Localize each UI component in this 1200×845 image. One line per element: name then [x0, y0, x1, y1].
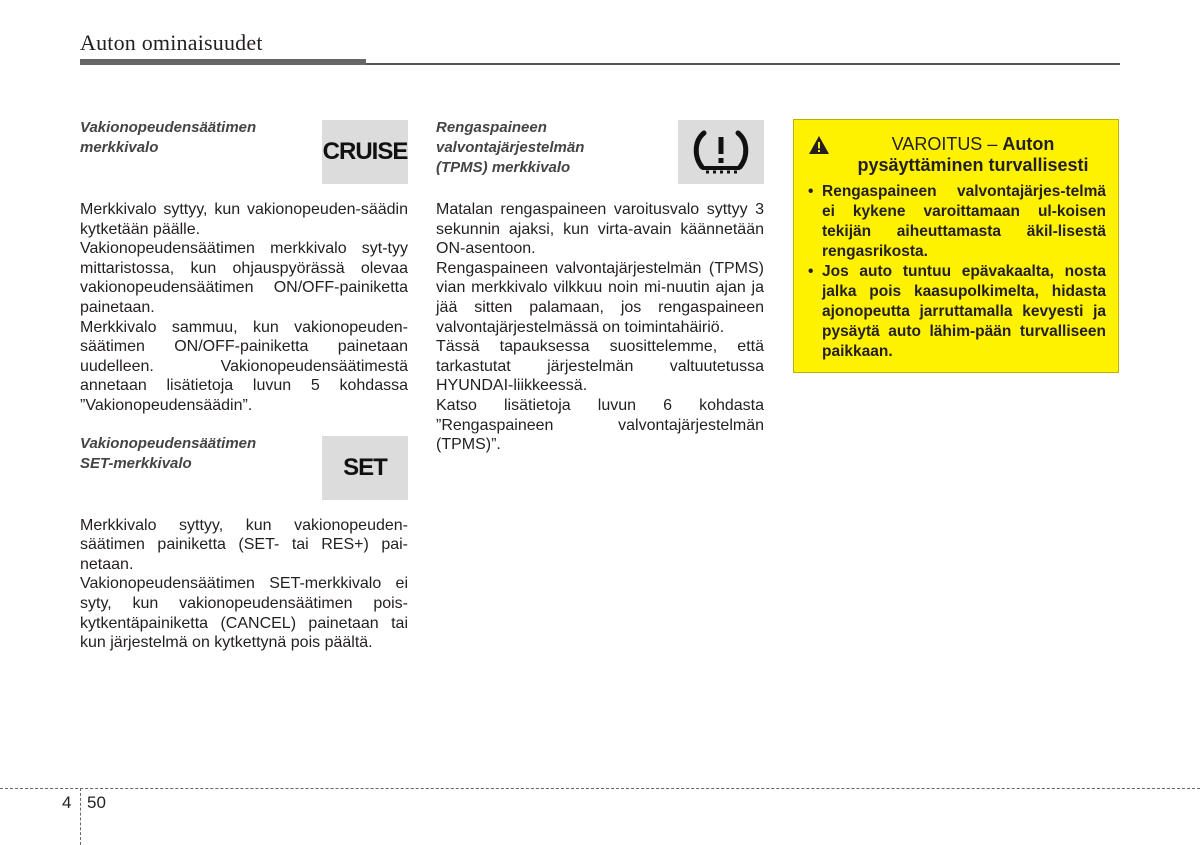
tpms-heading-line2: valvontajärjestelmän [436, 139, 585, 156]
tpms-body [436, 200, 764, 455]
cruise-paragraph-2: Vakionopeudensäätimen merkkivalo syt-tyy mittaristossa, kun ohjauspyörässä olevaa vakionopeudensäätimen ON/OFF-painiketta painetaan. [80, 240, 408, 316]
cruise-paragraph-1: Merkkivalo syttyy, kun vakionopeuden-säädin kytketään päälle. [80, 201, 408, 238]
warning-title-text [840, 134, 1106, 176]
footer-divider [80, 788, 81, 845]
middle-column [436, 118, 764, 455]
warning-title-bold: VAROITUS – [891, 134, 998, 154]
warning-item-2: • Jos auto tuntuu epävakaalta, nosta jalka pois kaasupolkimelta, hidasta ajonopeutta jarruttamalla kevyesti ja pysäytä auto lähim-pään turvalliseen paikkaan. [808, 262, 1106, 362]
tpms-paragraph-2: Rengaspaineen valvontajärjestelmän (TPMS) vian merkkivalo vilkkuu noin mi-nuutin ajan ja jää sitten palamaan, jos rengaspaineen valvontajärjestelmässä on toimintahäiriö. [436, 259, 764, 336]
tpms-section-header [436, 118, 764, 184]
set-indicator-icon [322, 436, 408, 500]
tpms-paragraph-4: Katso lisätietoja luvun 6 kohdasta ”Rengaspaineen valvontajärjestelmän (TPMS)”. [436, 396, 764, 454]
cruise-heading [80, 118, 310, 158]
cruise-indicator-label: CRUISE [322, 138, 408, 165]
tpms-paragraph-3: Tässä tapauksessa suosittelemme, että tarkastutat järjestelmän valtuutetussa HYUNDAI-liikkeessä. [436, 338, 764, 395]
cruise-paragraph-3: Merkkivalo sammuu, kun vakionopeuden-säätimen ON/OFF-painiketta painetaan uudelleen. Vakionopeudensäätimestä annetaan lisätietoja luvun 5 kohdassa ”Vakionopeudensäädin”. [80, 318, 408, 414]
set-body [80, 516, 408, 653]
tpms-warning-icon [678, 120, 764, 184]
set-paragraph-1: Merkkivalo syttyy, kun vakionopeuden-säätimen painiketta (SET- tai RES+) pai-netaan. [80, 516, 408, 573]
warning-title-rest: Auton pysäyttäminen turvallisesti [857, 134, 1089, 175]
chapter-number: 4 [62, 793, 72, 812]
set-section-header [80, 434, 408, 500]
footer-rule [0, 788, 1200, 789]
header-rule-thin [366, 63, 1120, 65]
warning-item-1: • Rengaspaineen valvontajärjes-telmä ei kykene varoittamaan ul-koisen tekijän aiheuttamasta äkil-lisestä rengasrikosta. [808, 182, 1106, 262]
set-heading [80, 434, 310, 474]
tpms-heading-line1: Rengaspaineen [436, 119, 547, 136]
set-paragraph-2: Vakionopeudensäätimen SET-merkkivalo ei syty, kun vakionopeudensäätimen pois-kytkentäpainiketta (CANCEL) painetaan tai kun järjestelmä on kytkettynä pois päältä. [80, 575, 408, 652]
warning-list [808, 182, 1106, 362]
left-column [80, 118, 408, 653]
header-rule-thick [80, 59, 366, 65]
tpms-heading [436, 118, 666, 178]
warning-title [808, 134, 1106, 176]
cruise-body [80, 200, 408, 416]
set-indicator-label: SET [343, 453, 387, 481]
page-number: 50 [87, 793, 106, 812]
cruise-heading-line1: Vakionopeudensäätimen [80, 119, 257, 136]
warning-triangle-icon [808, 135, 830, 155]
tpms-heading-line3: (TPMS) merkkivalo [436, 159, 571, 176]
tpms-paragraph-1: Matalan rengaspaineen varoitusvalo syttyy 3 sekunnin ajaksi, kun virta-avain käännetään ON-asentoon. [436, 201, 764, 258]
page-title: Auton ominaisuudet [80, 30, 263, 55]
cruise-heading-line2: merkkivalo [80, 139, 159, 156]
set-heading-line1: Vakionopeudensäätimen [80, 434, 257, 452]
cruise-section-header [80, 118, 408, 184]
cruise-indicator-icon [322, 120, 408, 184]
warning-box [793, 119, 1119, 373]
set-heading-line2: SET-merkkivalo [80, 454, 192, 472]
